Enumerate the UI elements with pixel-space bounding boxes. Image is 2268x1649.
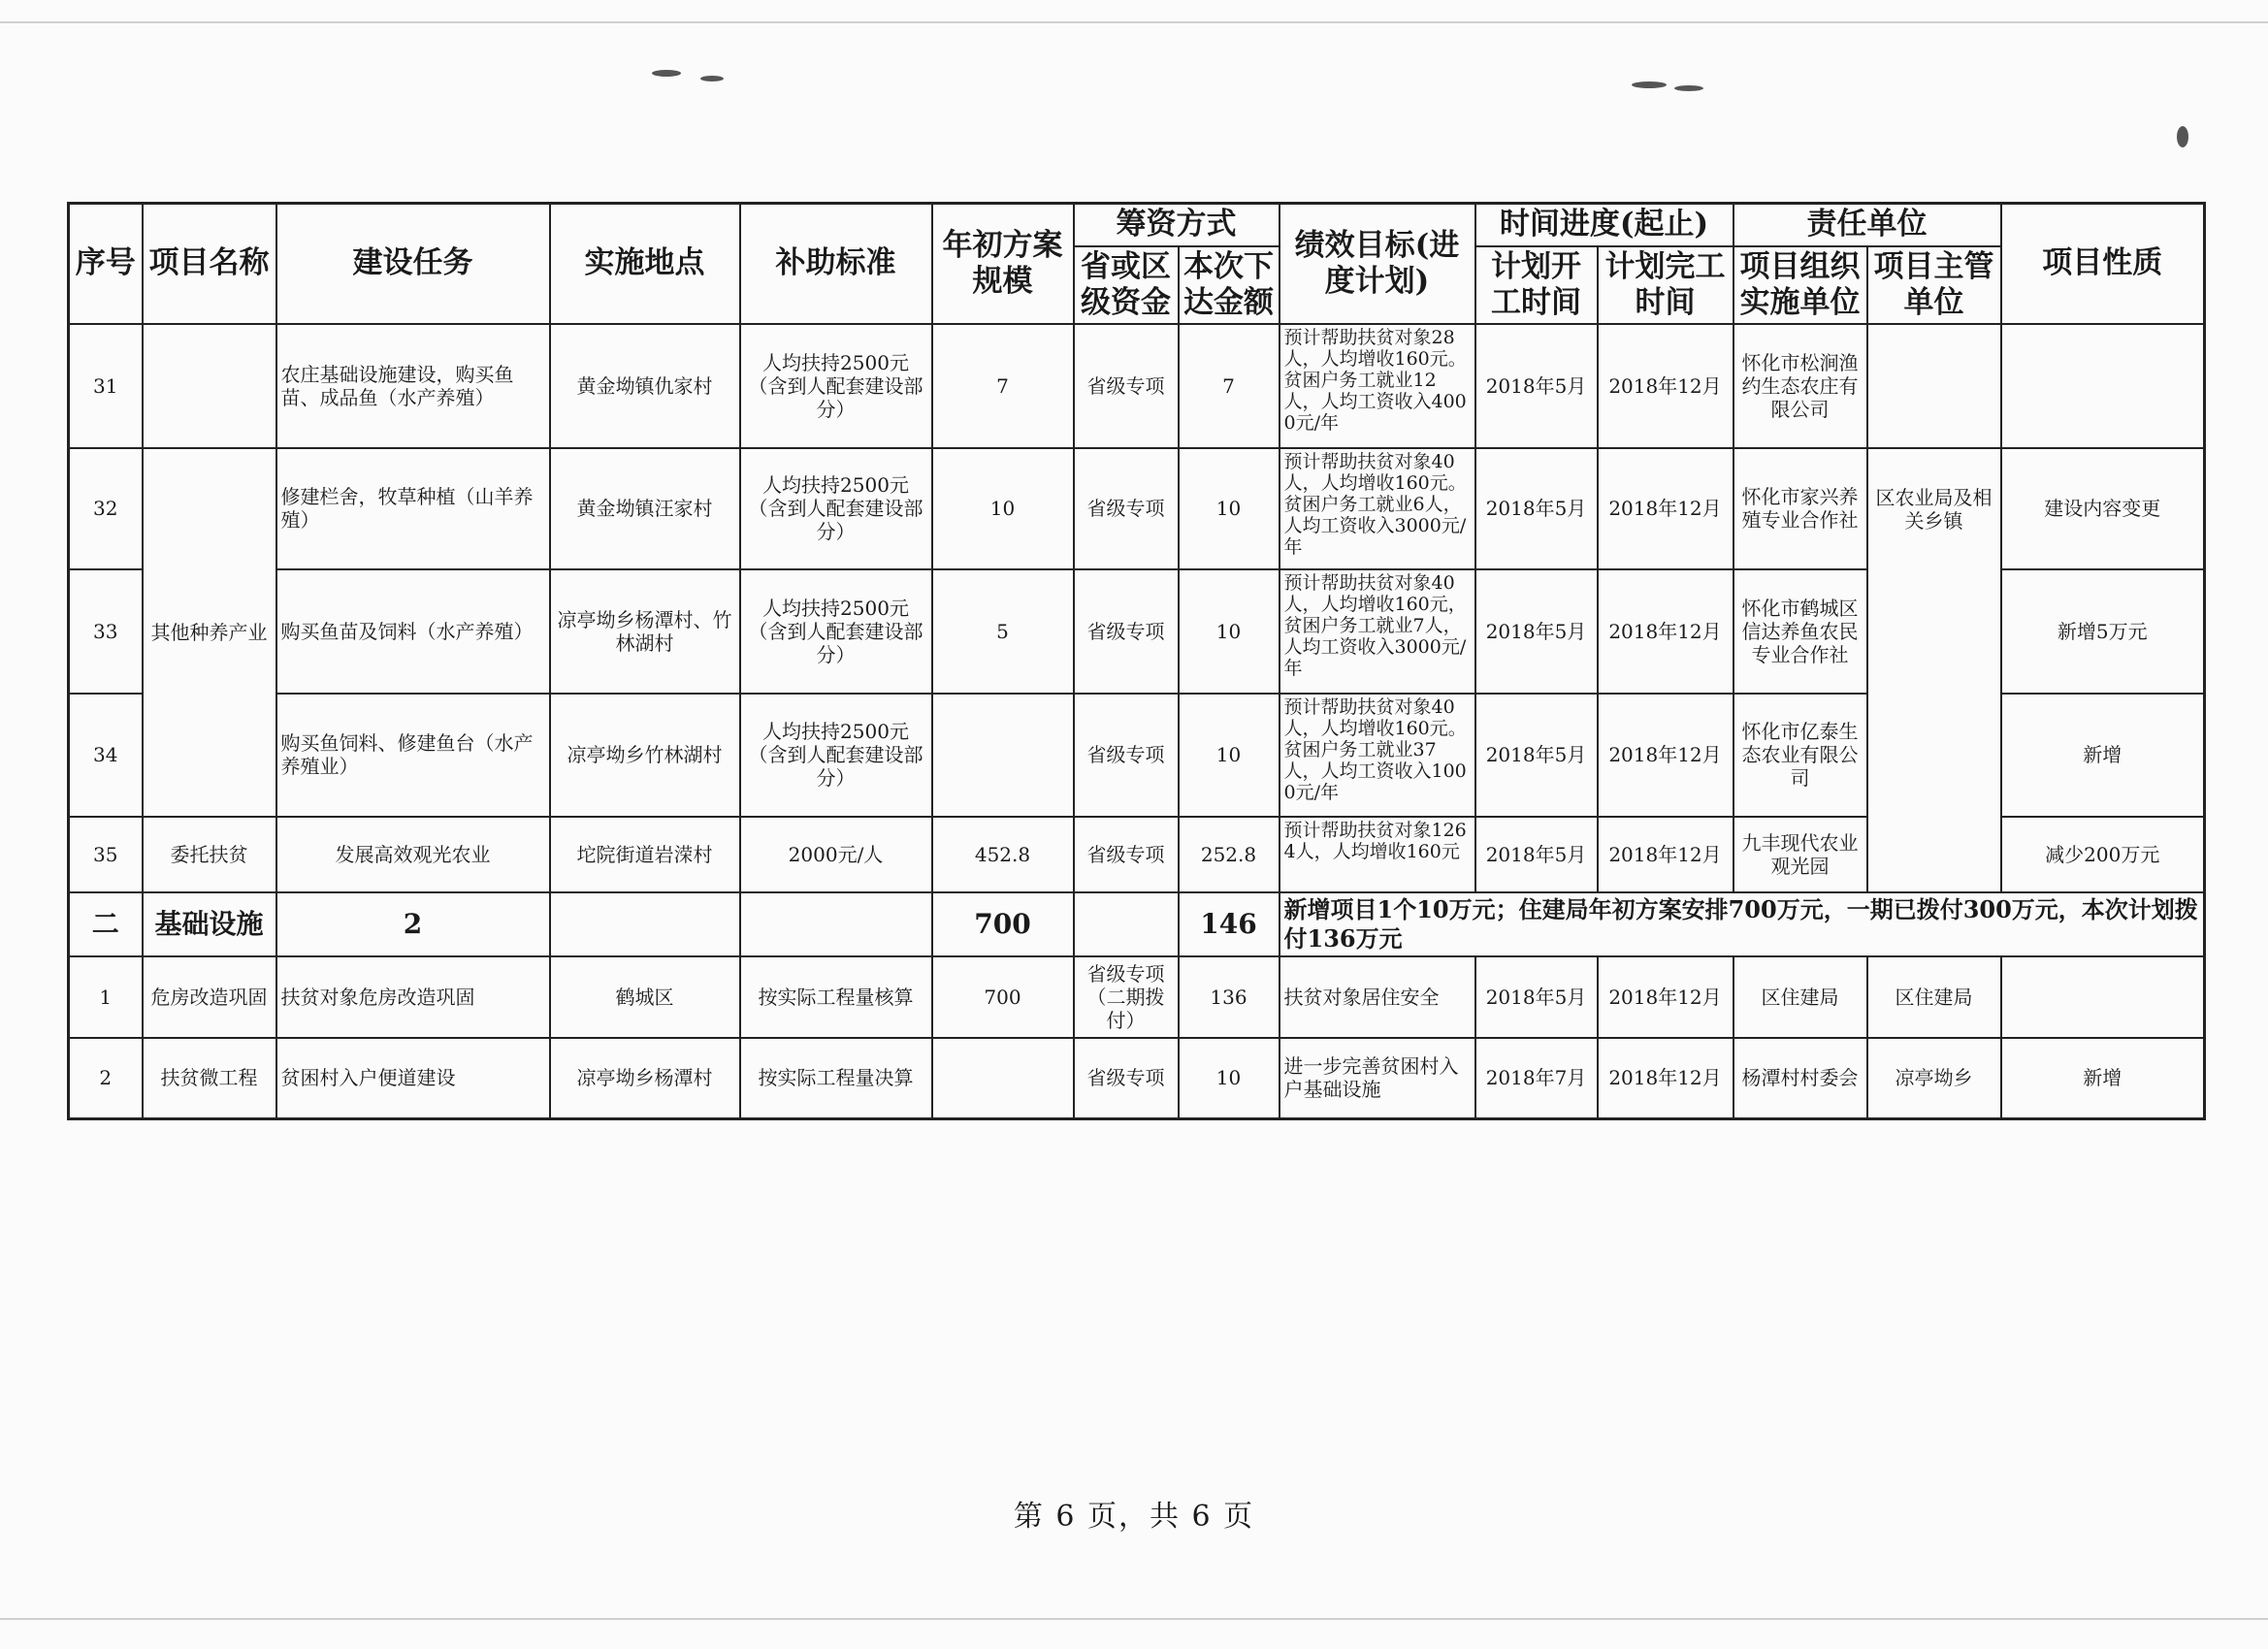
section-empty [740,892,932,956]
header-location: 实施地点 [550,204,740,324]
header-amount: 本次下达金额 [1179,246,1280,324]
cell-seq: 31 [69,324,143,448]
header-responsibility-group: 责任单位 [1733,204,2001,246]
cell-task: 购买鱼苗及饲料（水产养殖） [276,569,550,694]
cell-org: 怀化市鹤城区信达养鱼农民专业合作社 [1733,569,1867,694]
cell-subsidy: 2000元/人 [740,817,932,892]
cell-scale: 10 [932,448,1074,569]
cell-amount: 136 [1179,956,1280,1038]
cell-subsidy: 人均扶持2500元（含到人配套建设部分） [740,569,932,694]
cell-nature: 新增 [2001,694,2205,817]
performance-text: 预计帮助扶贫对象40人，人均增收160元。贫困户务工就业37人，人均工资收入1000元/年 [1283,695,1467,803]
cell-end: 2018年12月 [1598,324,1733,448]
project-table [67,202,2206,1120]
header-subsidy: 补助标准 [740,204,932,324]
cell-source: 省级专项 [1074,569,1179,694]
cell-org: 怀化市松涧渔约生态农庄有限公司 [1733,324,1867,448]
scan-mark-5 [2177,126,2188,147]
cell-end: 2018年12月 [1598,448,1733,569]
cell-name: 危房改造巩固 [143,956,276,1038]
cell-org: 怀化市亿泰生态农业有限公司 [1733,694,1867,817]
section-scale: 700 [932,892,1074,956]
scan-edge-top [0,21,2268,23]
performance-text: 预计帮助扶贫对象28人，人均增收160元。贫困户务工就业12人，人均工资收入4000元/年 [1283,326,1467,434]
section-note: 新增项目1个10万元；住建局年初方案安排700万元，一期已拨付300万元，本次计划拨付136万元 [1280,892,2205,956]
table-row [69,1038,2205,1119]
scan-mark-2 [700,76,724,81]
cell-task: 修建栏舍，牧草种植（山羊养殖） [276,448,550,569]
cell-nature: 建设内容变更 [2001,448,2205,569]
cell-task: 扶贫对象危房改造巩固 [276,956,550,1038]
performance-text: 预计帮助扶贫对象40人，人均增收160元，贫困户务工就业7人，人均工资收入3000元/年 [1283,571,1467,679]
cell-group-name: 其他种养产业 [143,448,276,817]
scan-mark-4 [1674,85,1703,91]
cell-name [143,324,276,448]
cell-performance [1280,694,1475,817]
section-row [69,892,2205,956]
header-schedule-group: 时间进度(起止) [1475,204,1733,246]
header-seq: 序号 [69,204,143,324]
cell-location: 凉亭坳乡竹林湖村 [550,694,740,817]
cell-amount: 10 [1179,569,1280,694]
section-count: 2 [276,892,550,956]
table-row [69,448,2205,569]
cell-end: 2018年12月 [1598,817,1733,892]
cell-group-mgr: 区农业局及相关乡镇 [1867,448,2001,892]
cell-task: 购买鱼饲料、修建鱼台（水产养殖业） [276,694,550,817]
cell-end: 2018年12月 [1598,1038,1733,1119]
cell-end: 2018年12月 [1598,956,1733,1038]
header-annual-scale: 年初方案规模 [932,204,1074,324]
header-org-unit: 项目组织实施单位 [1733,246,1867,324]
cell-location: 黄金坳镇汪家村 [550,448,740,569]
cell-task: 发展高效观光农业 [276,817,550,892]
cell-task: 贫困村入户便道建设 [276,1038,550,1119]
header-performance: 绩效目标(进度计划) [1280,204,1475,324]
cell-performance [1280,448,1475,569]
cell-subsidy: 人均扶持2500元（含到人配套建设部分） [740,448,932,569]
cell-mgr: 凉亭坳乡 [1867,1038,2001,1119]
cell-end: 2018年12月 [1598,569,1733,694]
scan-mark-1 [652,70,681,77]
cell-mgr: 区住建局 [1867,956,2001,1038]
cell-nature: 减少200万元 [2001,817,2205,892]
cell-scale [932,694,1074,817]
cell-performance [1280,324,1475,448]
cell-nature: 新增5万元 [2001,569,2205,694]
scan-mark-3 [1632,81,1667,88]
cell-start: 2018年5月 [1475,324,1598,448]
section-seq: 二 [69,892,143,956]
cell-org: 区住建局 [1733,956,1867,1038]
cell-name: 扶贫微工程 [143,1038,276,1119]
cell-amount: 10 [1179,694,1280,817]
cell-nature: 新增 [2001,1038,2205,1119]
page-number: 第 6 页，共 6 页 [1013,1500,1255,1534]
cell-seq: 35 [69,817,143,892]
cell-amount: 7 [1179,324,1280,448]
cell-location: 凉亭坳乡杨潭村 [550,1038,740,1119]
cell-source: 省级专项（二期拨付） [1074,956,1179,1038]
header-end: 计划完工时间 [1598,246,1733,324]
performance-text: 预计帮助扶贫对象1264人，人均增收160元 [1283,819,1467,862]
table-row [69,956,2205,1038]
cell-seq: 33 [69,569,143,694]
section-empty [550,892,740,956]
cell-start: 2018年5月 [1475,956,1598,1038]
cell-scale: 7 [932,324,1074,448]
cell-source: 省级专项 [1074,694,1179,817]
cell-subsidy: 按实际工程量决算 [740,1038,932,1119]
scan-edge-bottom [0,1618,2268,1620]
cell-start: 2018年5月 [1475,569,1598,694]
cell-performance [1280,817,1475,892]
cell-source: 省级专项 [1074,324,1179,448]
cell-subsidy: 人均扶持2500元（含到人配套建设部分） [740,694,932,817]
cell-seq: 34 [69,694,143,817]
cell-org: 九丰现代农业观光园 [1733,817,1867,892]
cell-seq: 1 [69,956,143,1038]
cell-start: 2018年5月 [1475,448,1598,569]
section-amount: 146 [1179,892,1280,956]
section-name: 基础设施 [143,892,276,956]
table-row [69,324,2205,448]
cell-start: 2018年5月 [1475,817,1598,892]
cell-seq: 32 [69,448,143,569]
cell-location: 黄金坳镇仇家村 [550,324,740,448]
header-mgr-unit: 项目主管单位 [1867,246,2001,324]
cell-start: 2018年5月 [1475,694,1598,817]
header-task: 建设任务 [276,204,550,324]
cell-scale: 452.8 [932,817,1074,892]
cell-start: 2018年7月 [1475,1038,1598,1119]
cell-mgr [1867,324,2001,448]
cell-nature [2001,324,2205,448]
header-start: 计划开工时间 [1475,246,1598,324]
cell-org: 杨潭村村委会 [1733,1038,1867,1119]
header-fund-source: 省或区级资金 [1074,246,1179,324]
cell-performance [1280,569,1475,694]
cell-amount: 10 [1179,1038,1280,1119]
cell-nature [2001,956,2205,1038]
cell-location: 鹤城区 [550,956,740,1038]
cell-amount: 10 [1179,448,1280,569]
cell-source: 省级专项 [1074,817,1179,892]
cell-seq: 2 [69,1038,143,1119]
header-nature: 项目性质 [2001,204,2205,324]
header-project-name: 项目名称 [143,204,276,324]
cell-subsidy: 按实际工程量核算 [740,956,932,1038]
cell-scale: 5 [932,569,1074,694]
performance-text: 预计帮助扶贫对象40人，人均增收160元。贫困户务工就业6人，人均工资收入3000元/年 [1283,450,1467,558]
header-funding-group: 筹资方式 [1074,204,1280,246]
cell-end: 2018年12月 [1598,694,1733,817]
cell-performance: 扶贫对象居住安全 [1280,956,1475,1038]
cell-amount: 252.8 [1179,817,1280,892]
cell-org: 怀化市家兴养殖专业合作社 [1733,448,1867,569]
cell-source: 省级专项 [1074,1038,1179,1119]
cell-name: 委托扶贫 [143,817,276,892]
cell-location: 凉亭坳乡杨潭村、竹林湖村 [550,569,740,694]
cell-scale [932,1038,1074,1119]
cell-scale: 700 [932,956,1074,1038]
cell-location: 坨院街道岩溁村 [550,817,740,892]
cell-source: 省级专项 [1074,448,1179,569]
cell-task: 农庄基础设施建设，购买鱼苗、成品鱼（水产养殖） [276,324,550,448]
section-empty [1074,892,1179,956]
cell-performance: 进一步完善贫困村入户基础设施 [1280,1038,1475,1119]
cell-subsidy: 人均扶持2500元（含到人配套建设部分） [740,324,932,448]
